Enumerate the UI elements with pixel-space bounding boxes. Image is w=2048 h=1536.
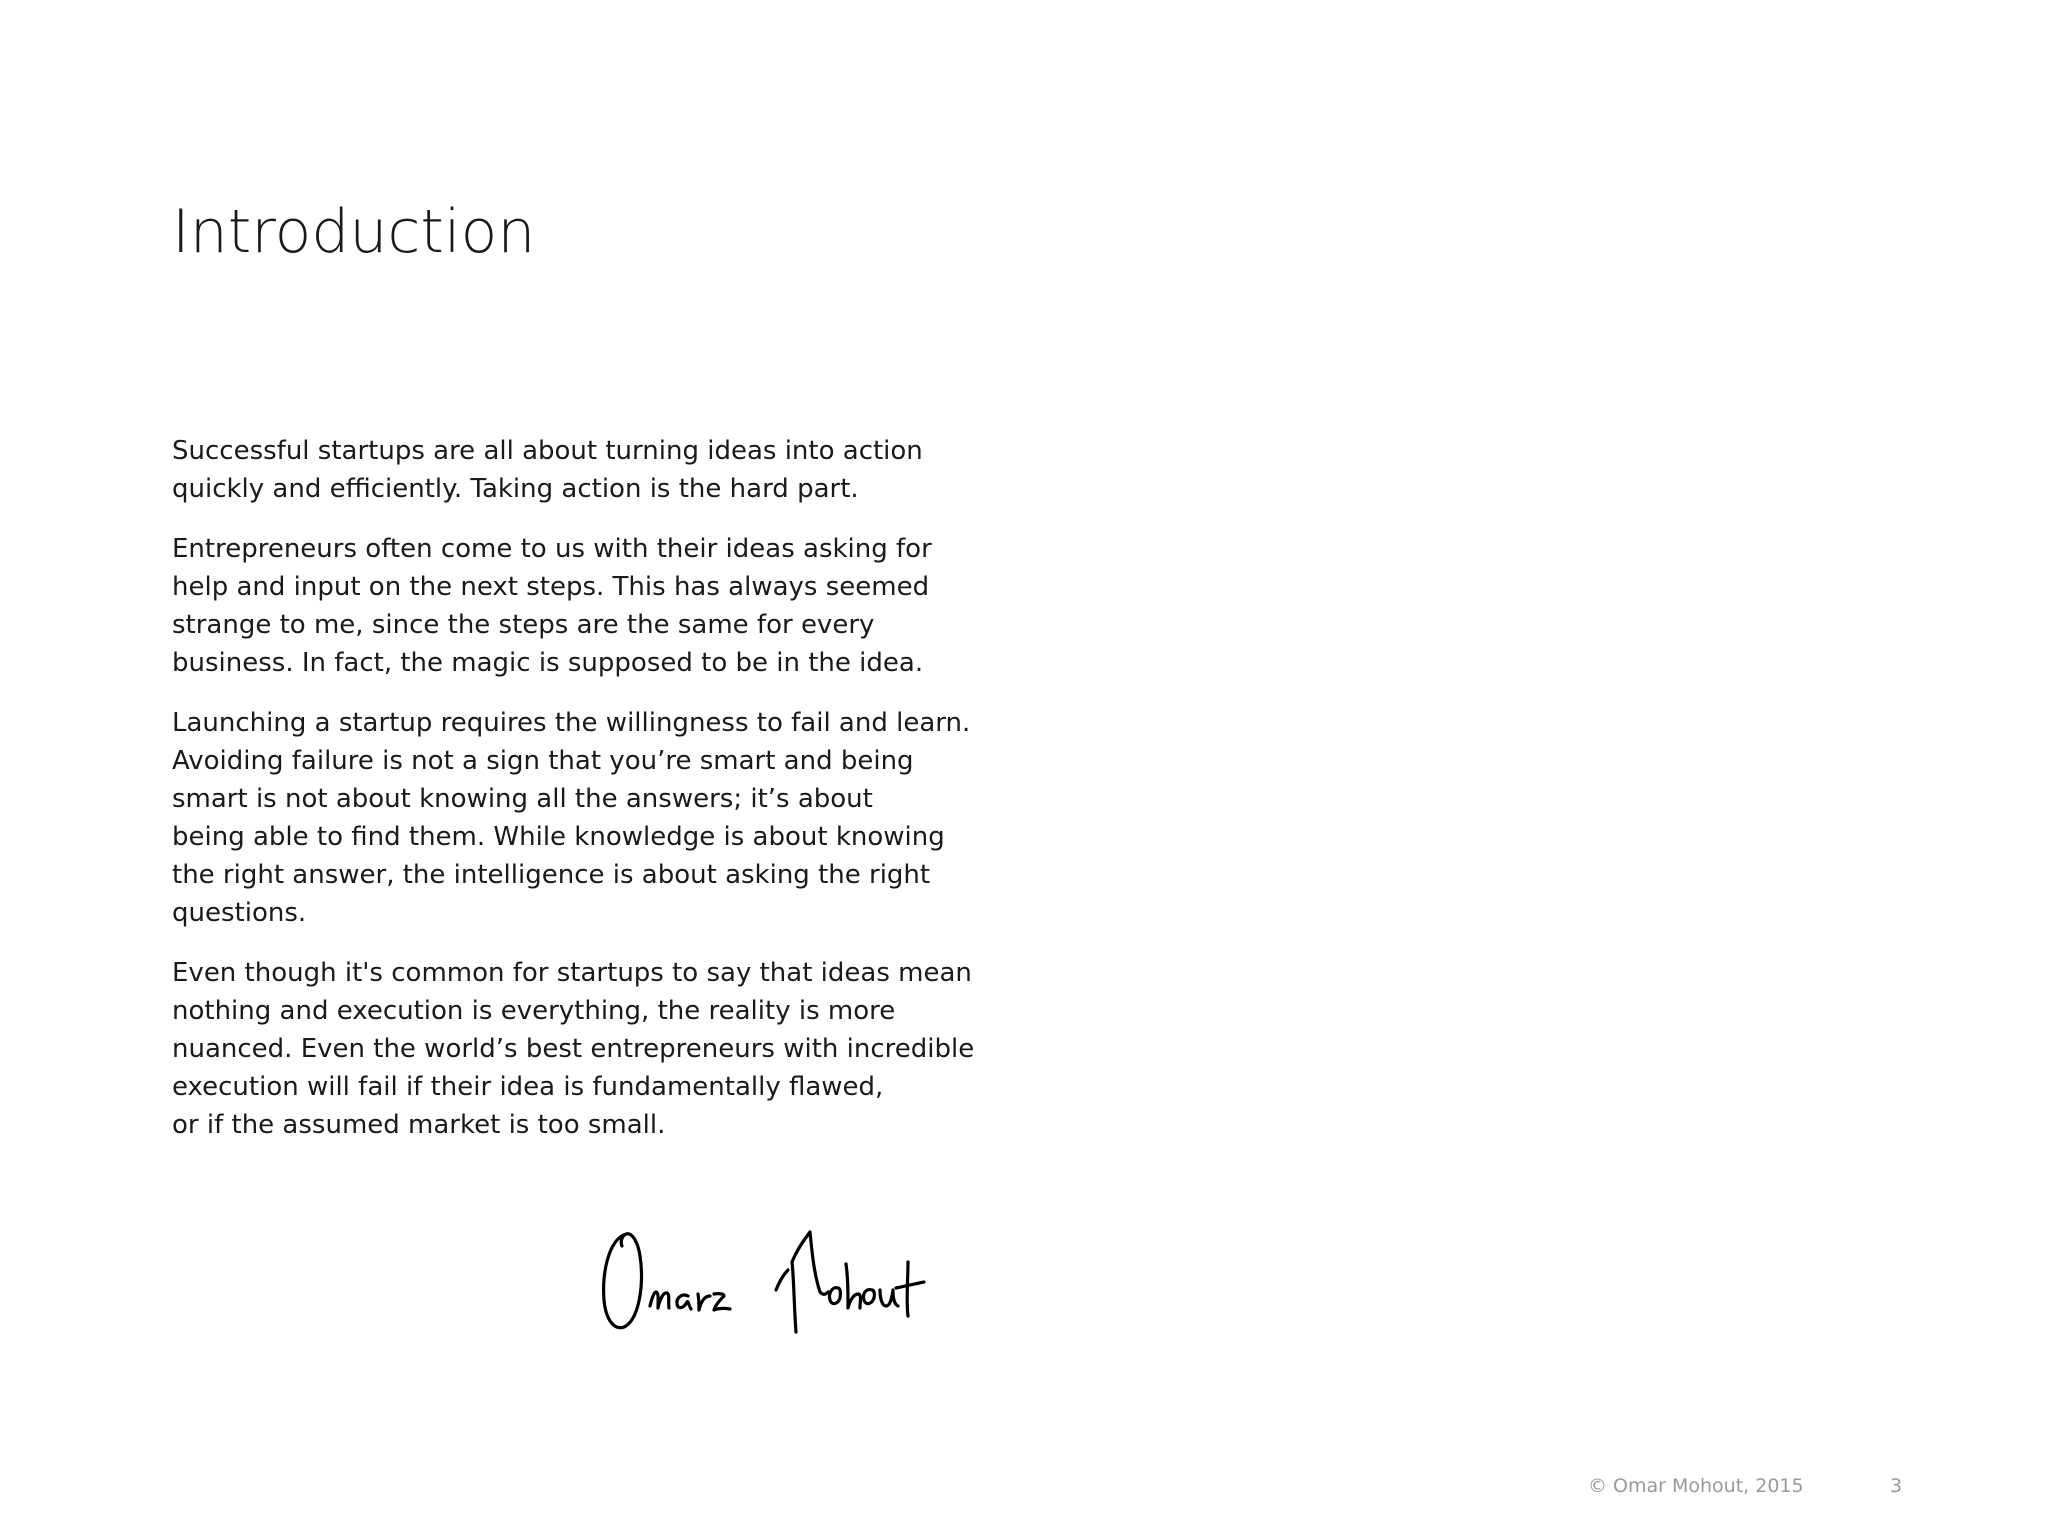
- text-line: questions.: [172, 898, 307, 928]
- page-title: Introduction: [172, 197, 536, 267]
- footer-copyright: © Omar Mohout, 2015: [1588, 1475, 1804, 1497]
- paragraph-4: [172, 954, 1002, 1144]
- text-line: execution will fail if their idea is fundamentally flawed,: [172, 1072, 884, 1102]
- page-number: 3: [1890, 1475, 1903, 1497]
- text-line: Successful startups are all about turning ideas into action: [172, 436, 923, 466]
- text-line: business. In fact, the magic is supposed to be in the idea.: [172, 648, 924, 678]
- text-line: strange to me, since the steps are the same for every: [172, 610, 875, 640]
- text-line: Entrepreneurs often come to us with their ideas asking for: [172, 534, 932, 564]
- text-line: Avoiding failure is not a sign that you’re smart and being: [172, 746, 914, 776]
- text-line: the right answer, the intelligence is about asking the right: [172, 860, 931, 890]
- signature: [598, 1222, 958, 1342]
- paragraph-2: [172, 530, 1002, 682]
- text-line: nothing and execution is everything, the reality is more: [172, 996, 896, 1026]
- text-line: or if the assumed market is too small.: [172, 1110, 666, 1140]
- text-line: help and input on the next steps. This has always seemed: [172, 572, 930, 602]
- text-line: nuanced. Even the world’s best entrepreneurs with incredible: [172, 1034, 975, 1064]
- text-line: Launching a startup requires the willingness to fail and learn.: [172, 708, 971, 738]
- text-line: smart is not about knowing all the answers; it’s about: [172, 784, 873, 814]
- text-line: quickly and efficiently. Taking action is the hard part.: [172, 474, 859, 504]
- body-text: [172, 432, 1002, 1166]
- handwritten-signature-icon: [598, 1222, 958, 1342]
- text-line: Even though it's common for startups to say that ideas mean: [172, 958, 972, 988]
- paragraph-1: [172, 432, 1002, 508]
- paragraph-3: [172, 704, 1002, 932]
- text-line: being able to find them. While knowledge is about knowing: [172, 822, 945, 852]
